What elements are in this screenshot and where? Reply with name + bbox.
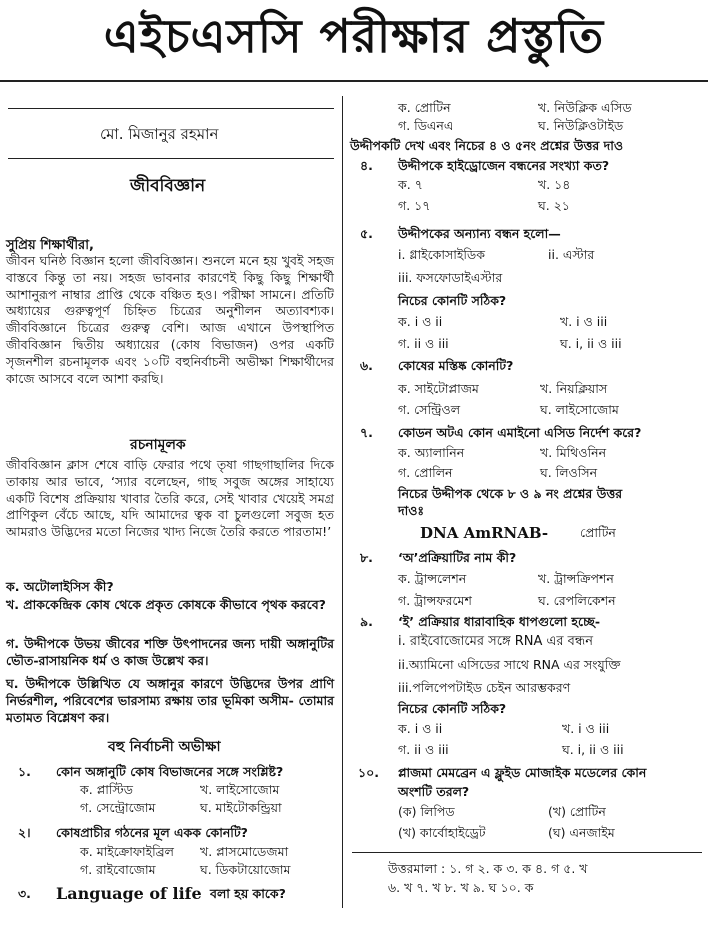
- page-banner-title: এইচএসসি পরীক্ষার প্রস্তুতি: [103, 9, 605, 63]
- option-d: ঘ. নিউক্লিওটাইড: [538, 118, 624, 133]
- stimulus-instruction-cont: দাওঃ: [398, 503, 425, 518]
- statement-i: i. রাইবোজোমের সঙ্গে RNA এর বন্ধন: [398, 634, 593, 649]
- option-a: ক. সাইটোপ্লাজম: [398, 381, 479, 396]
- option-d: ঘ. রেপলিকেশন: [538, 593, 616, 608]
- option-a: ক. i ও ii: [398, 721, 443, 736]
- option-b: খ. ট্রান্সক্রিপশন: [538, 571, 614, 586]
- option-a: ক. প্লাস্টিড: [80, 782, 133, 797]
- option-c: গ. সেন্ট্রোজোম: [80, 800, 156, 815]
- option-d: ঘ. ২১: [538, 198, 570, 213]
- question-number: ৯.: [360, 614, 373, 629]
- option-a: ক. অ্যালানিন: [398, 445, 465, 460]
- question-text: ‘ই’ প্রক্রিয়ার ধারাবাহিক ধাপগুলো হচ্ছে-: [398, 614, 601, 629]
- creative-heading: রচনামূলক: [130, 437, 186, 453]
- question-text-cont: অংশটি তরল?: [398, 784, 470, 799]
- option-d: (ঘ) এনজাইম: [548, 825, 615, 840]
- which-correct: নিচের কোনটি সঠিক?: [398, 293, 507, 308]
- stimulus-flow-english: DNA AmRNAB-: [420, 524, 549, 542]
- option-b: খ. ১৪: [538, 177, 571, 192]
- option-c: গ. সেন্ট্রিওল: [398, 402, 461, 417]
- option-d: ঘ. i, ii ও iii: [560, 336, 622, 351]
- stimulus-flow-protein: প্রোটিন: [580, 525, 616, 540]
- creative-question-kha: খ. প্রাককেন্দ্রিক কোষ থেকে প্রকৃত কোষকে কীভাবে পৃথক করবে?: [6, 597, 326, 612]
- option-b: খ. লাইসোজোম: [200, 782, 280, 797]
- greeting: সুপ্রিয় শিক্ষার্থীরা,: [6, 238, 94, 253]
- which-correct: নিচের কোনটি সঠিক?: [398, 701, 507, 716]
- option-a: ক. প্রোটিন: [398, 100, 451, 115]
- option-a: ক. মাইক্রোফাইব্রিল: [80, 844, 174, 859]
- question-number: ১.: [18, 764, 31, 779]
- subject-title: জীববিজ্ঞান: [130, 176, 206, 196]
- question-text: উদ্দীপকের অন্যান্য বন্ধন হলো—: [398, 226, 561, 241]
- question-number: ৬.: [360, 358, 373, 373]
- stimulus-instruction: নিচের উদ্দীপক থেকে ৮ ও ৯ নং প্রশ্নের উত্তর: [398, 486, 623, 501]
- question-number: ৭.: [360, 425, 373, 440]
- answer-key: উত্তরমালা : ১. গ ২. ক ৩. ক ৪. গ ৫. খ: [388, 861, 588, 876]
- option-b: খ. i ও iii: [562, 721, 610, 736]
- statement-ii: ii.অ্যামিনো এসিডের সাথে RNA এর সংযুক্তি: [398, 657, 621, 672]
- option-c: গ. ট্রান্সফরমেশ: [398, 593, 472, 608]
- option-c: গ. ii ও iii: [398, 742, 449, 757]
- option-b: খ. প্লাসমোডেজমা: [200, 844, 289, 859]
- question-text: কোন অঙ্গানুটি কোষ বিভাজনের সঙ্গে সংশ্লিষ্ট?: [56, 764, 284, 779]
- option-d: ঘ. লাইসোজোম: [540, 402, 619, 417]
- statement-iii: iii.পলিপেপটাইড চেইন আরম্ভকরণ: [398, 680, 571, 695]
- option-c: গ. ডিএনএ: [398, 118, 454, 133]
- creative-question-ka: ক. অটোলাইসিস কী?: [6, 579, 114, 594]
- mcq-heading: বহু নির্বাচনী অভীক্ষা: [108, 739, 221, 755]
- author-top-rule: [8, 108, 334, 109]
- option-c: গ. ii ও iii: [398, 336, 449, 351]
- option-d: ঘ. লিওসিন: [540, 465, 598, 480]
- statement-i: i. গ্লাইকোসাইডিক: [398, 247, 485, 262]
- question-text: কোষপ্রাচীর গঠনের মূল একক কোনটি?: [56, 825, 248, 840]
- option-d: ঘ. মাইটোকন্ড্রিয়া: [200, 800, 282, 815]
- question-number: ৩.: [18, 886, 31, 901]
- option-b: খ. মিথিওনিন: [540, 445, 607, 460]
- stimulus-instruction: উদ্দীপকটি দেখ এবং নিচের ৪ ও ৫নং প্রশ্নের উত্তর দাও: [350, 138, 624, 153]
- question-number: ৫.: [360, 226, 373, 241]
- option-d: ঘ. ডিকটায়োজোম: [200, 862, 291, 877]
- option-a: ক. i ও ii: [398, 314, 443, 329]
- question-text: বলা হয় কাকে?: [210, 886, 286, 901]
- question-text: উদ্দীপকে হাইড্রোজেন বন্ধনের সংখ্যা কত?: [398, 158, 610, 173]
- option-c: গ. ১৭: [398, 198, 431, 213]
- option-b: খ. নিয়ক্লিয়াস: [540, 381, 608, 396]
- creative-stimulus: জীববিজ্ঞান ক্লাস শেষে বাড়ি ফেরার পথে তৃষা গাছগাছালির দিকে তাকায় আর ভাবে, ‘স্যার বলেছেন, গাছ সবুজ অঙ্গের সাহায্যে একটি বিশেষ প্রক্রিয়ায় খাবার তৈরি করে, সেই খাবার খেয়েই সমগ্র প্রাণিকুল বেঁচে আছে, যদি আমাদের ত্বক বা চুলগুলো সবুজ হত আমরাও উদ্ভিদের মতো নিজের খাদ্য নিজে তৈরি করতে পারতাম!’: [6, 457, 334, 540]
- statement-ii: ii. এস্টার: [548, 247, 595, 262]
- option-a: (ক) লিপিড: [398, 804, 455, 819]
- option-b: খ. i ও iii: [560, 314, 608, 329]
- option-c: গ. রাইবোজোম: [80, 862, 156, 877]
- option-b: (খ) প্রোটিন: [548, 804, 606, 819]
- option-d: ঘ. i, ii ও iii: [562, 742, 624, 757]
- author-bottom-rule: [8, 158, 334, 159]
- statement-iii: iii. ফসফোডাইএস্টার: [398, 270, 503, 285]
- question-text: প্লাজমা মেমব্রেন এ ফ্লুইড মোজাইক মডেলের কোন: [398, 765, 647, 780]
- option-a: ক. ৭: [398, 177, 423, 192]
- column-divider: [342, 96, 343, 908]
- answer-key-cont: ৬. খ ৭. খ ৮. খ ৯. ঘ ১০. ক: [388, 880, 534, 895]
- option-b: খ. নিউক্লিক এসিড: [538, 100, 632, 115]
- answer-rule: [352, 852, 702, 853]
- option-a: ক. ট্রান্সলেশন: [398, 571, 467, 586]
- author-name: মো. মিজানুর রহমান: [100, 125, 219, 143]
- question-text: কোডন অটএ কোন এমাইনো এসিড নির্দেশ করে?: [398, 425, 642, 440]
- creative-question-ga: গ. উদ্দীপকে উভয় জীবের শক্তি উৎপাদনের জন্য দায়ী অঙ্গানুটির ভৌত-রাসায়নিক ধর্ম ও কাজ উল্লেখ কর।: [6, 636, 334, 668]
- question-text-english: Language of life: [56, 884, 202, 903]
- question-text: কোষের মস্তিষ্ক কোনটি?: [398, 358, 514, 373]
- option-c: গ. প্রোলিন: [398, 465, 453, 480]
- option-c: (খ) কার্বোহাইড্রেট: [398, 825, 486, 840]
- question-text: ‘অ’প্রক্রিয়াটির নাম কী?: [398, 550, 517, 565]
- question-number: ৮.: [360, 550, 373, 565]
- creative-question-gha: ঘ. উদ্দীপকে উল্লিখিত যে অঙ্গানুর কারণে উদ্ভিদের উপর প্রাণি নির্ভরশীল, পরিবেশের ভারসাম্য রক্ষায় তার ভূমিকা অসীম- তোমার মতামত বিশ্লেষণ কর।: [6, 676, 334, 725]
- question-number: ১০.: [358, 765, 379, 780]
- question-number: ৪.: [360, 158, 373, 173]
- intro-paragraph: জীবন ঘনিষ্ঠ বিজ্ঞান হলো জীববিজ্ঞান। শুনলে মনে হয় খুবই সহজ বাস্তবে কিন্তু তা নয়। সহজ ভাবনার কারণেই কিছু কিছু শিক্ষার্থী আশানুরূপ নাম্বার প্রাপ্তি থেকে বঞ্চিত হও। পরীক্ষা সামনে। প্রতিটি অধ্যায়ের গুরুত্বপূর্ণ চিহ্নিত চিত্রের অনুশীলন অত্যাবশ্যক। জীববিজ্ঞানে চিত্রের গুরুত্ব বেশি। আজ এখানে উপস্থাপিত জীববিজ্ঞান দ্বিতীয় অধ্যায়ের (কোষ বিভাজন) ওপর একটি সৃজনশীল রচনামূলক এবং ১০টি বহুনির্বাচনী অভীক্ষা শিক্ষার্থীদের কাজে আসবে বলে আশা করছি।: [6, 253, 334, 386]
- question-number: ২।: [18, 825, 31, 840]
- banner-rule: [0, 80, 708, 82]
